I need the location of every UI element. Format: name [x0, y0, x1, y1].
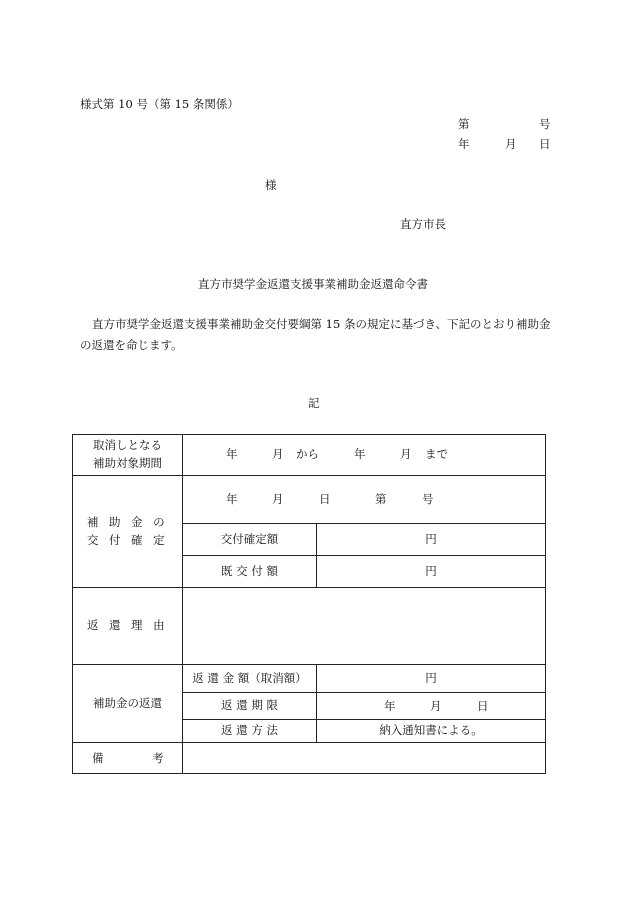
period-month-2: 月 — [400, 447, 412, 461]
grant-confirm-label — [73, 476, 183, 588]
return-reason-label: 返 還 理 由 — [73, 588, 183, 665]
date-day: 日 — [539, 137, 551, 151]
deadline-year: 年 — [384, 699, 396, 713]
return-deadline-label: 返 還 期 限 — [183, 693, 317, 720]
return-method-label: 返 還 方 法 — [183, 720, 317, 743]
grant-confirm-label-line1: 補 助 金 の — [86, 514, 169, 529]
addressee-sama: 様 — [265, 178, 277, 192]
grant-confirm-date — [183, 476, 546, 524]
period-kara: から — [296, 447, 319, 461]
ki-label: 記 — [308, 396, 320, 410]
period-label — [73, 435, 183, 476]
return-amount-label: 返 還 金 額（取消額） — [183, 665, 317, 693]
body-text-line2: の返還を命じます。 — [80, 338, 183, 352]
deadline-month: 月 — [430, 699, 442, 713]
document-title: 直方市奨学金返還支援事業補助金返還命令書 — [198, 277, 428, 291]
remarks-label-b: 考 — [152, 751, 164, 765]
period-label-line2: 補助対象期間 — [93, 456, 162, 470]
number-dai: 第 — [458, 117, 470, 131]
period-year-1: 年 — [226, 447, 238, 461]
paid-amount-label: 既 交 付 額 — [183, 556, 317, 588]
deadline-day: 日 — [477, 699, 489, 713]
period-label-line1: 取消しとなる — [93, 438, 162, 453]
period-made: まで — [425, 447, 448, 461]
return-reason-value — [183, 588, 546, 665]
issuer: 直方市長 — [400, 217, 446, 231]
remarks-value — [183, 743, 546, 774]
return-amount-unit: 円 — [317, 665, 546, 693]
grant-go: 号 — [422, 492, 434, 506]
number-go: 号 — [539, 117, 551, 131]
grant-month: 月 — [272, 492, 284, 506]
grant-return-label: 補助金の返還 — [73, 665, 183, 743]
date-year: 年 — [458, 137, 470, 151]
remarks-label-a: 備 — [92, 751, 104, 765]
grant-year: 年 — [226, 492, 238, 506]
grant-day: 日 — [319, 492, 331, 506]
remarks-label — [73, 743, 183, 774]
body-text-line1: 直方市奨学金返還支援事業補助金交付要綱第 15 条の規定に基づき、下記のとおり補助金 — [92, 317, 551, 331]
form-number: 様式第 10 号（第 15 条関係） — [80, 97, 239, 111]
period-value — [183, 435, 546, 476]
confirmed-amount-label: 交付確定額 — [183, 524, 317, 556]
confirmed-amount-unit: 円 — [317, 524, 546, 556]
return-deadline-value — [317, 693, 546, 720]
period-month-1: 月 — [272, 447, 284, 461]
date-month: 月 — [505, 137, 517, 151]
return-method-value: 納入通知書による。 — [317, 720, 546, 743]
grant-confirm-label-line2: 交 付 確 定 — [86, 532, 169, 547]
period-year-2: 年 — [354, 447, 366, 461]
grant-dai: 第 — [375, 492, 387, 506]
paid-amount-unit: 円 — [317, 556, 546, 588]
return-order-table — [72, 434, 546, 774]
